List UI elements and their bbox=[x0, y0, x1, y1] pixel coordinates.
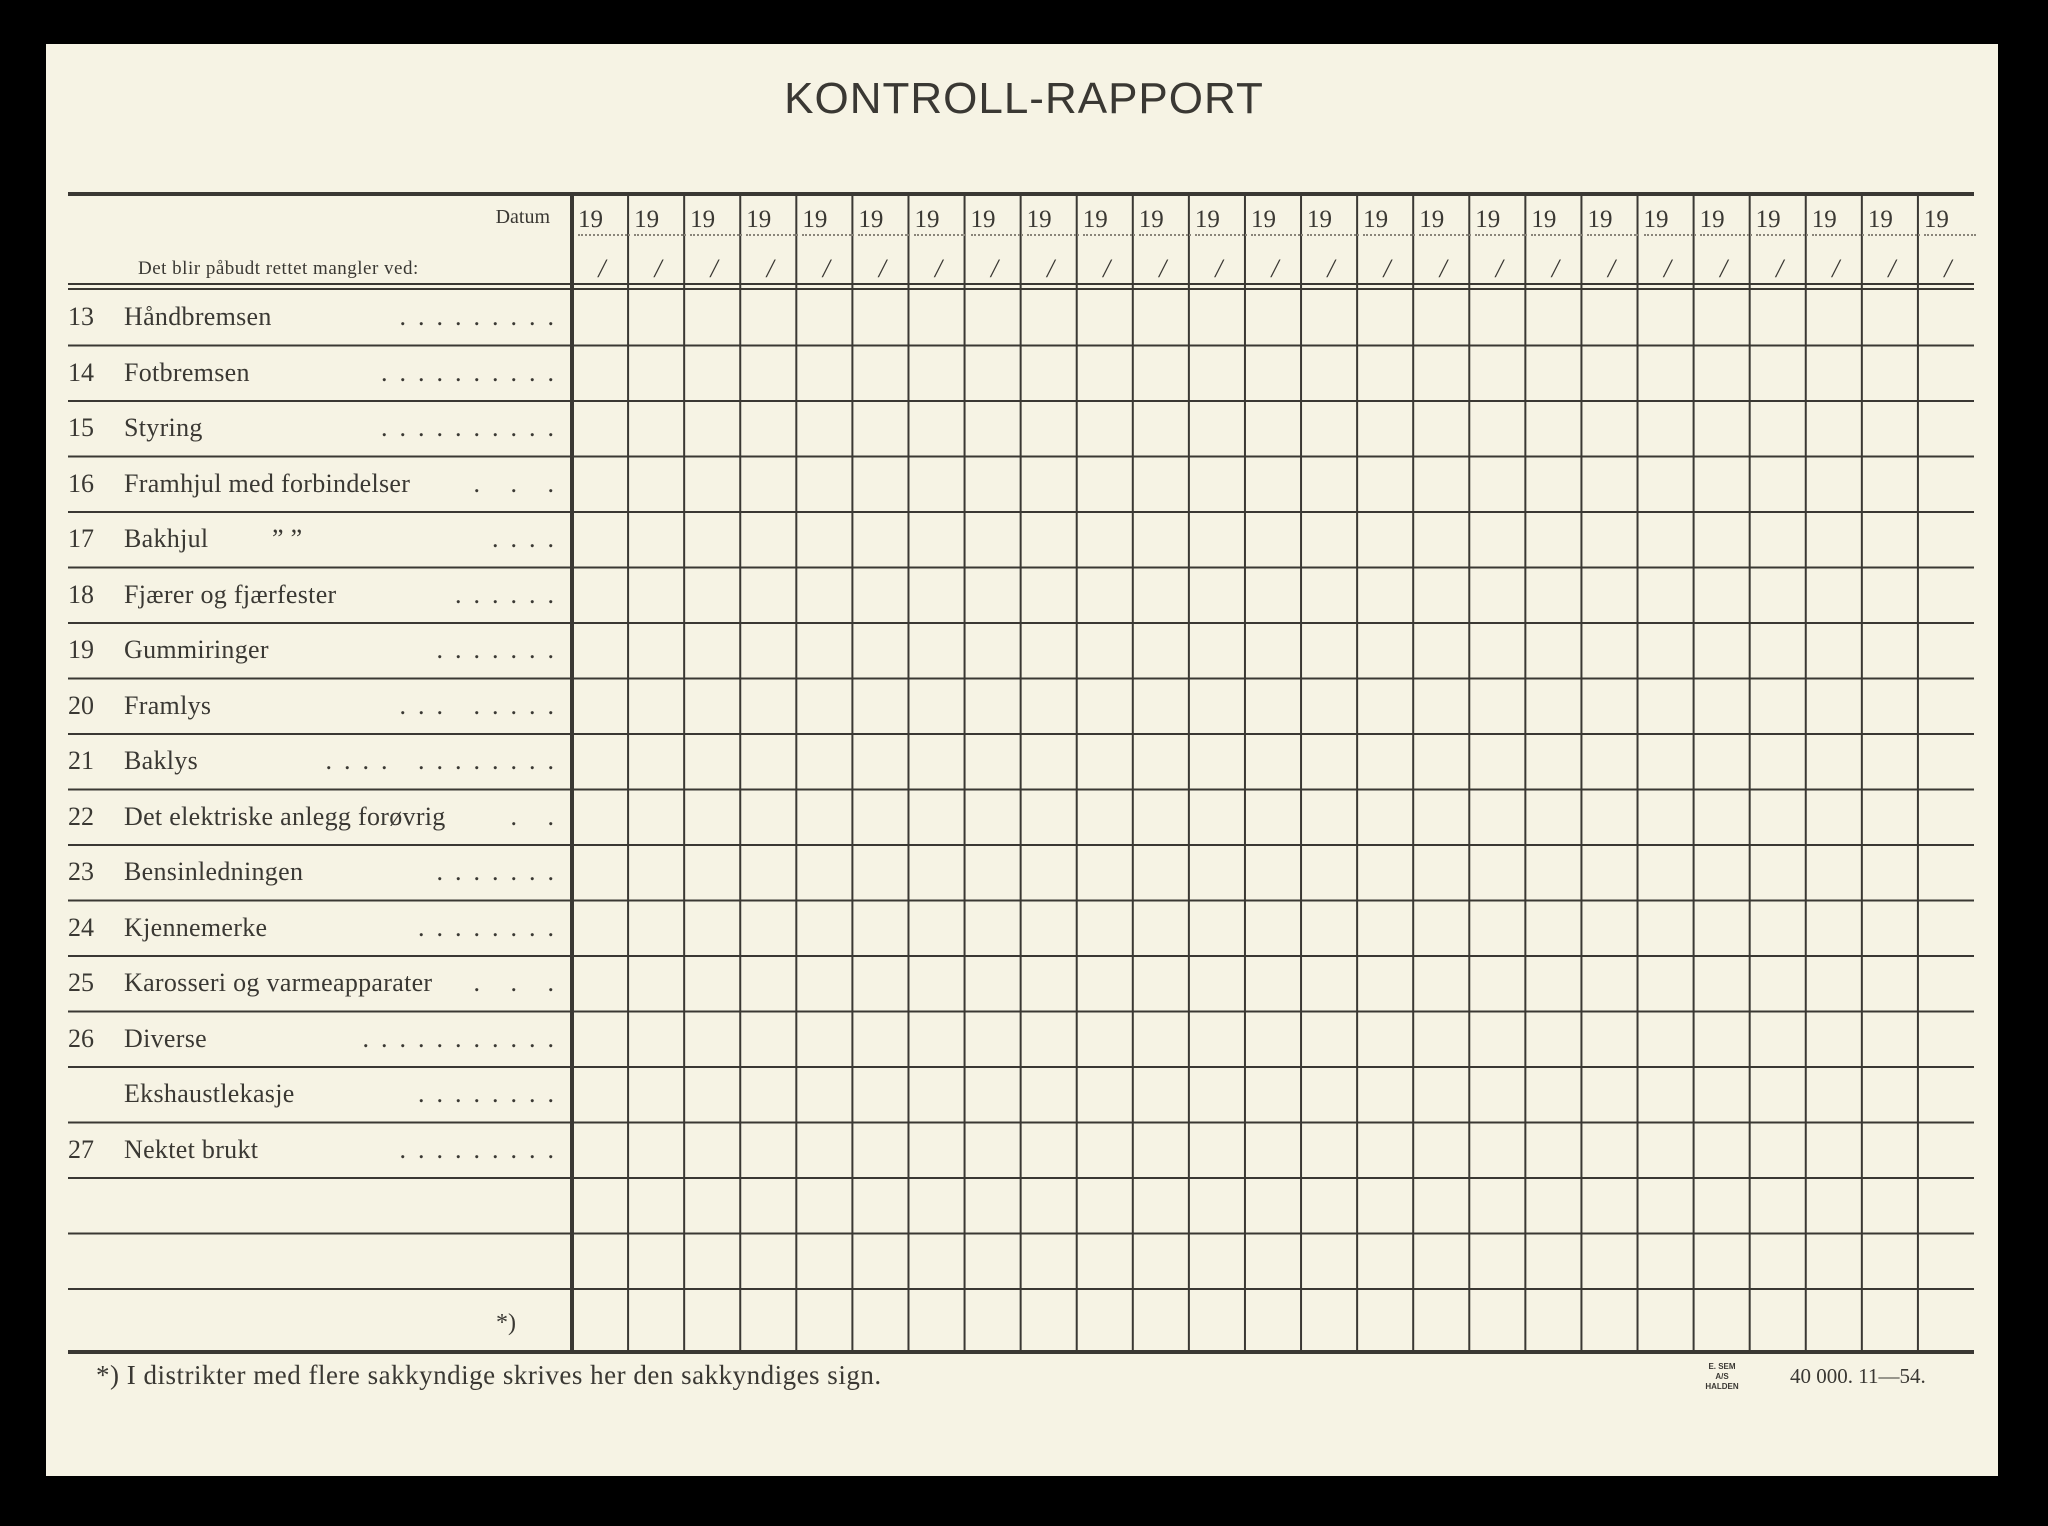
row-number: 19 bbox=[68, 635, 94, 664]
row-number: 16 bbox=[68, 468, 94, 498]
row-dot-leader: ...... bbox=[455, 579, 566, 609]
column-date-separator-21: / bbox=[1719, 254, 1728, 283]
row-label: Karosseri og varmeapparater bbox=[124, 968, 433, 997]
column-date-separator-15: / bbox=[1383, 254, 1391, 283]
signature-marker: *) bbox=[496, 1310, 516, 1336]
row-dot-leader: .......... bbox=[381, 357, 566, 387]
row-label: Framhjul med forbindelser bbox=[124, 468, 411, 498]
column-date-separator-6: / bbox=[878, 254, 886, 283]
row-label: Det elektriske anlegg forøvrig bbox=[124, 801, 446, 831]
column-year-13: 19 bbox=[1251, 206, 1303, 236]
row-dot-leader: .... ........ bbox=[325, 746, 566, 775]
column-year-12: 19 bbox=[1195, 206, 1247, 236]
row-number: 24 bbox=[68, 912, 94, 942]
row-label: Baklys bbox=[124, 746, 199, 775]
column-year-21: 19 bbox=[1700, 206, 1752, 236]
column-date-separator-18: / bbox=[1551, 254, 1559, 283]
column-date-separator-3: / bbox=[710, 254, 718, 283]
column-year-6: 19 bbox=[858, 206, 910, 236]
column-year-19: 19 bbox=[1587, 206, 1639, 236]
row-dot-leader: ........... bbox=[362, 1023, 566, 1053]
printer-name: E. SEM A/S bbox=[1708, 1362, 1736, 1381]
row-label: Gummiringer bbox=[124, 635, 269, 664]
row-label: Ekshaustlekasje bbox=[124, 1079, 295, 1108]
column-date-separator-5: / bbox=[822, 254, 830, 283]
row-dot-leader: . . . bbox=[473, 468, 566, 498]
column-year-23: 19 bbox=[1812, 206, 1864, 236]
column-year-25: 19 bbox=[1924, 206, 1976, 236]
column-year-18: 19 bbox=[1531, 206, 1583, 236]
column-date-separator-9: / bbox=[1047, 254, 1055, 283]
column-date-separator-4: / bbox=[766, 254, 774, 283]
column-year-20: 19 bbox=[1644, 206, 1696, 236]
row-number: 14 bbox=[68, 357, 94, 387]
row-dot-leader: . . bbox=[510, 801, 566, 831]
column-date-separator-13: / bbox=[1271, 254, 1279, 283]
printer-imprint bbox=[1702, 1362, 1742, 1392]
column-date-separator-12: / bbox=[1215, 254, 1223, 283]
column-date-separator-19: / bbox=[1607, 254, 1616, 283]
row-dot-leader: .... bbox=[492, 524, 566, 553]
row-number: 26 bbox=[68, 1023, 94, 1053]
row-number: 21 bbox=[68, 746, 94, 775]
column-year-3: 19 bbox=[690, 206, 742, 236]
column-date-separator-2: / bbox=[654, 254, 662, 283]
column-year-9: 19 bbox=[1027, 206, 1079, 236]
column-year-4: 19 bbox=[746, 206, 798, 236]
footnote: *) I distrikter med flere sakkyndige skrives her den sakkyndiges sign. bbox=[96, 1360, 882, 1390]
row-number: 22 bbox=[68, 801, 94, 831]
row-dot-leader: ... ..... bbox=[399, 690, 566, 720]
row-number: 20 bbox=[68, 690, 94, 720]
row-dot-leader: ........ bbox=[418, 1079, 566, 1108]
page-title: KONTROLL-RAPPORT bbox=[784, 74, 1264, 123]
row-number: 17 bbox=[68, 524, 94, 553]
column-year-1: 19 bbox=[578, 206, 630, 236]
column-year-8: 19 bbox=[971, 206, 1023, 236]
row-label: Fjærer og fjærfester bbox=[124, 579, 337, 609]
column-date-separator-23: / bbox=[1832, 254, 1840, 283]
column-year-2: 19 bbox=[634, 206, 686, 236]
row-number: 15 bbox=[68, 413, 94, 442]
printer-city: HALDEN bbox=[1705, 1382, 1739, 1391]
column-date-separator-20: / bbox=[1663, 254, 1672, 283]
row-label: Styring bbox=[124, 413, 203, 442]
row-label: Bensinledningen bbox=[124, 857, 304, 886]
row-label: Kjennemerke bbox=[124, 912, 268, 942]
column-date-separator-7: / bbox=[934, 254, 943, 283]
column-year-22: 19 bbox=[1756, 206, 1808, 236]
column-year-24: 19 bbox=[1868, 206, 1920, 236]
row-label: Fotbremsen bbox=[124, 357, 250, 387]
row-dot-leader: ......... bbox=[399, 1134, 566, 1164]
defects-subheading: Det blir påbudt rettet mangler ved: bbox=[138, 258, 419, 279]
row-dot-leader: .......... bbox=[381, 413, 566, 442]
column-date-separator-1: / bbox=[598, 254, 606, 283]
print-run-code: 40 000. 11—54. bbox=[1790, 1364, 1926, 1388]
column-date-separator-14: / bbox=[1327, 254, 1335, 283]
row-number: 23 bbox=[68, 857, 94, 886]
row-label: Framlys bbox=[124, 690, 212, 720]
row-dot-leader: ......... bbox=[399, 302, 566, 331]
row-label: Bakhjul bbox=[124, 524, 209, 553]
row-number: 18 bbox=[68, 579, 94, 609]
column-year-14: 19 bbox=[1307, 206, 1359, 236]
row-label: Håndbremsen bbox=[124, 302, 272, 331]
row-number: 27 bbox=[68, 1134, 94, 1164]
row-dot-leader: ........ bbox=[418, 912, 566, 942]
column-date-separator-11: / bbox=[1159, 254, 1167, 283]
column-year-16: 19 bbox=[1419, 206, 1471, 236]
column-date-separator-22: / bbox=[1776, 254, 1784, 283]
column-year-11: 19 bbox=[1139, 206, 1191, 236]
column-year-7: 19 bbox=[914, 206, 966, 236]
row-label: Nektet brukt bbox=[124, 1134, 259, 1164]
column-date-separator-8: / bbox=[990, 254, 999, 283]
column-date-separator-10: / bbox=[1103, 254, 1111, 283]
datum-label: Datum bbox=[495, 206, 550, 228]
row-dot-leader: . . . bbox=[473, 968, 566, 997]
column-date-separator-24: / bbox=[1888, 254, 1896, 283]
row-number: 13 bbox=[68, 302, 94, 331]
row-number: 25 bbox=[68, 968, 94, 997]
column-year-15: 19 bbox=[1363, 206, 1415, 236]
column-date-separator-25: / bbox=[1944, 254, 1952, 283]
column-date-separator-17: / bbox=[1495, 254, 1503, 283]
row-label: Diverse bbox=[124, 1023, 207, 1053]
column-date-separator-16: / bbox=[1439, 254, 1447, 283]
row-dot-leader: ....... bbox=[436, 857, 566, 886]
row-dot-leader: ....... bbox=[436, 635, 566, 664]
column-year-10: 19 bbox=[1083, 206, 1135, 236]
column-year-17: 19 bbox=[1475, 206, 1527, 236]
row-ditto-marks: ” ” bbox=[272, 524, 303, 553]
column-year-5: 19 bbox=[802, 206, 854, 236]
